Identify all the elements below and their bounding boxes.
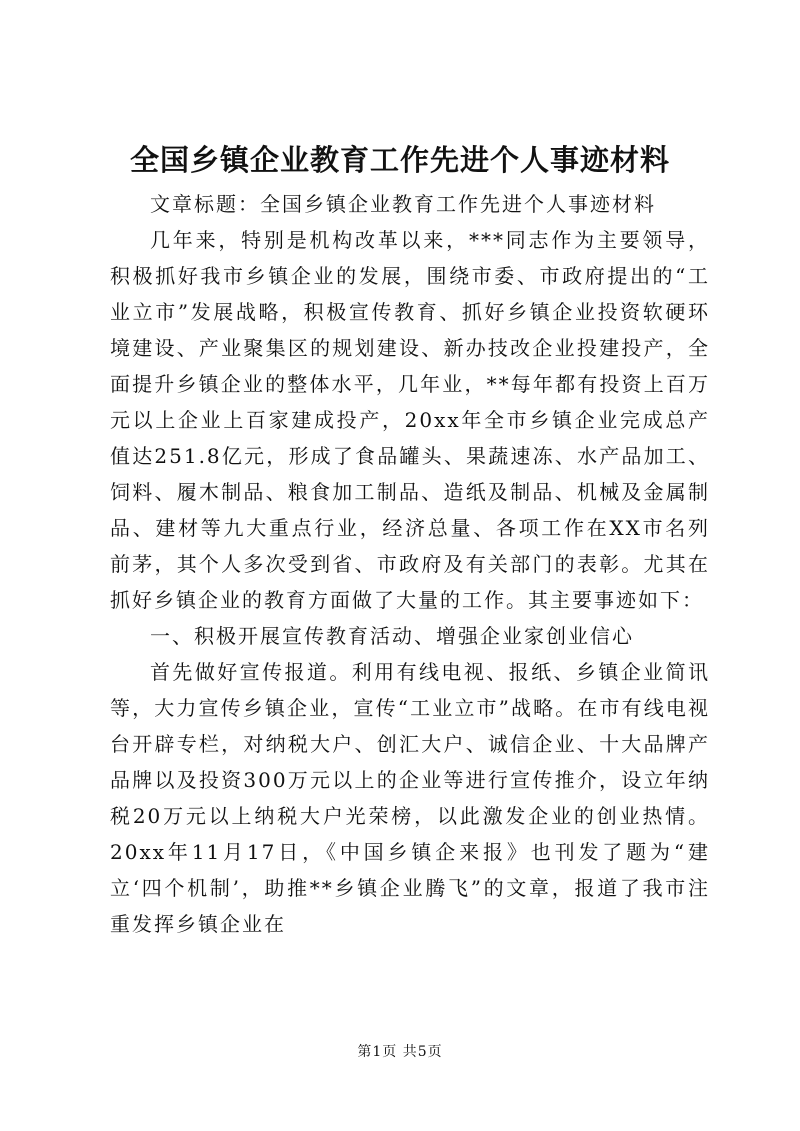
- body-paragraph: 首先做好宣传报道。利用有线电视、报纸、乡镇企业简讯等，大力宣传乡镇企业，宣传“工业立市”战略。在市有线电视台开辟专栏，对纳税大户、创汇大户、诚信企业、十大品牌产品牌以及投资300万元以上的企业等进行宣传推介，设立年纳税20万元以上纳税大户光荣榜，以此激发企业的创业热情。20xx年11月17日，《中国乡镇企来报》也刊发了题为“建立‘四个机制’，助推**乡镇企业腾飞”的文章，报道了我市注重发挥乡镇企业在: [110, 660, 710, 936]
- intro-paragraph: 几年来，特别是机构改革以来，***同志作为主要领导，积极抓好我市乡镇企业的发展，围绕市委、市政府提出的“工业立市”发展战略，积极宣传教育、抓好乡镇企业投资软硬环境建设、产业聚集区的规划建设、新办技改企业投建投产，全面提升乡镇企业的整体水平，几年业，**每年都有投资上百万元以上企业上百家建成投产，20xx年全市乡镇企业完成总产值达251.8亿元，形成了食品罐头、果蔬速冻、水产品加工、饲料、履木制品、粮食加工制品、造纸及制品、机械及金属制品、建材等九大重点行业，经济总量、各项工作在XX市名列前茅，其个人多次受到省、市政府及有关部门的表彰。尤其在抓好乡镇企业的教育方面做了大量的工作。其主要事迹如下：: [110, 228, 710, 612]
- page-number-footer: 第1页 共5页: [357, 1044, 443, 1060]
- article-title-line: 文章标题：全国乡镇企业教育工作先进个人事迹材料: [150, 192, 656, 216]
- document-body: [110, 186, 710, 942]
- section-heading: 一、积极开展宣传教育活动、增强企业家创业信心: [150, 624, 634, 648]
- document-title: 全国乡镇企业教育工作先进个人事迹材料: [129, 143, 670, 177]
